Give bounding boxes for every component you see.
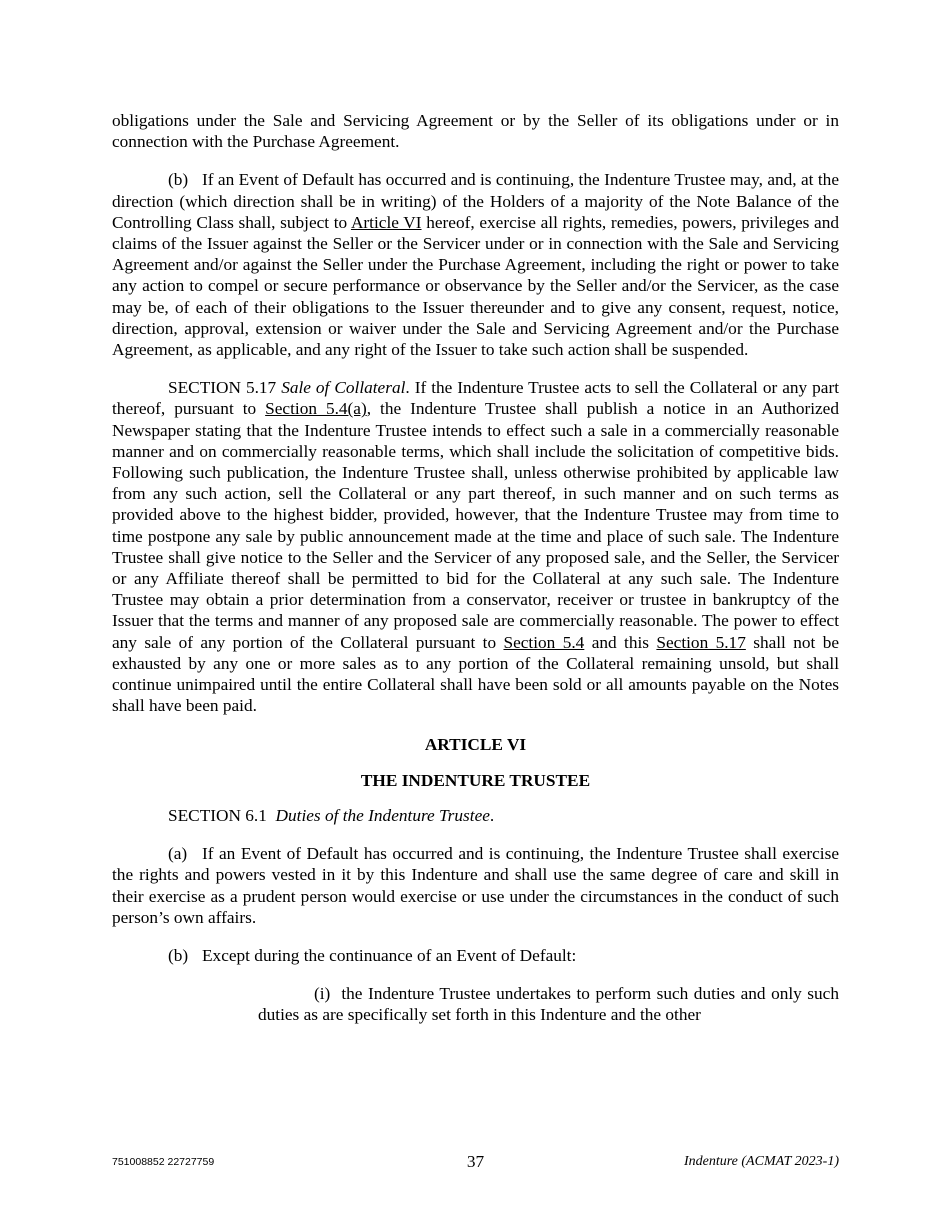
section-6-1-heading: SECTION 6.1 Duties of the Indenture Trustee.: [168, 805, 495, 825]
paragraph-i-trustee: (i) the Indenture Trustee undertakes to perform such duties and only such duties as are specifically set forth in this Indenture and the other: [258, 984, 839, 1025]
cross-reference-link: Section 5.4: [503, 632, 585, 652]
paragraph-continuation: obligations under the Sale and Servicing Agreement or by the Seller of its obligations under or in connection with the Purchase Agreement.: [112, 111, 839, 152]
document-page: [112, 110, 839, 1026]
document-title: Indenture (ACMAT 2023-1): [683, 1154, 839, 1169]
section-5-17-paragraph: SECTION 5.17 Sale of Collateral. If the Indenture Trustee acts to sell the Collateral or any part thereof, pursuant to Section 5.4(a), the Indenture Trustee shall publish a notice in an Authorized Newspaper stating that the Indenture Trustee intends to effect such a sale in a commercially reasonable manner and on commercially reasonable terms, which shall include the solicitation of competitive bids. Following such publication, the Indenture Trustee shall, unless otherwise prohibited by applicable law from any such action, sell the Collateral or any part thereof, in such manner and on such terms as provided above to the highest bidder, provided, however, that the Indenture Trustee may from time to time postpone any sale by public announcement made at the time and place of such sale. The Indenture Trustee shall give notice to the Seller and the Servicer of any proposed sale, and the Seller, the Servicer or any Affiliate thereof shall be permitted to bid for the Collateral at any such sale. The Indenture Trustee may obtain a prior determination from a conservator, receiver or trustee in bankruptcy of the Issuer that the terms and manner of any proposed sale are commercially reasonable. The power to effect any sale of any portion of the Collateral pursuant to Section 5.4 and this Section 5.17 shall not be exhausted by any one or more sales as to any portion of the Collateral remaining unsold, but shall continue unimpaired until the entire Collateral shall have been sold or all amounts payable on the Notes shall have been paid.: [112, 378, 840, 716]
document-id: 751008852 22727759: [112, 1156, 215, 1168]
cross-reference-link: Article VI: [350, 212, 422, 232]
section-heading: Sale of Collateral: [281, 378, 406, 398]
paragraph-b-remedies: (b) If an Event of Default has occurred and is continuing, the Indenture Trustee may, and, at the direction (which direction shall be in writing) of the Holders of a majority of the Note Balance of the Controlling Class shall, subject to Article VI hereof, exercise all rights, remedies, powers, privileges and claims of the Issuer against the Seller or the Servicer under or in connection with the Sale and Servicing Agreement and/or against the Seller under the Purchase Agreement, including the right or power to take any action to compel or secure performance or observance by the Seller and/or the Servicer, as the case may be, of each of their obligations to the Issuer thereunder and to give any consent, request, notice, direction, approval, extension or waiver under the Sale and Servicing Agreement and/or the Purchase Agreement, as applicable, and any right of the Issuer to take such action shall be suspended.: [112, 170, 839, 360]
section-number: SECTION 5.17: [168, 378, 277, 398]
article-title: ARTICLE VI: [424, 735, 527, 755]
paragraph-b-continuance: (b) Except during the continuance of an Event of Default:: [168, 945, 577, 965]
cross-reference-link: Section 5.4(a): [265, 399, 367, 419]
item-label: (a): [168, 844, 188, 864]
item-label: (b): [168, 945, 189, 965]
page-number: 37: [466, 1152, 485, 1171]
cross-reference-link: Section 5.17: [656, 632, 746, 652]
section-number: SECTION 6.1: [168, 805, 267, 825]
item-label: (i): [314, 984, 331, 1004]
paragraph-a-duties: (a) If an Event of Default has occurred and is continuing, the Indenture Trustee shall exercise the rights and powers vested in it by this Indenture and shall use the same degree of care and skill in their exercise as a prudent person would exercise or use under the circumstances in the conduct of such person’s own affairs.: [112, 844, 839, 927]
section-heading: Duties of the Indenture Trustee: [275, 805, 490, 825]
page-footer: [112, 1152, 839, 1176]
article-subtitle: THE INDENTURE TRUSTEE: [360, 770, 591, 790]
item-label: (b): [168, 170, 189, 190]
